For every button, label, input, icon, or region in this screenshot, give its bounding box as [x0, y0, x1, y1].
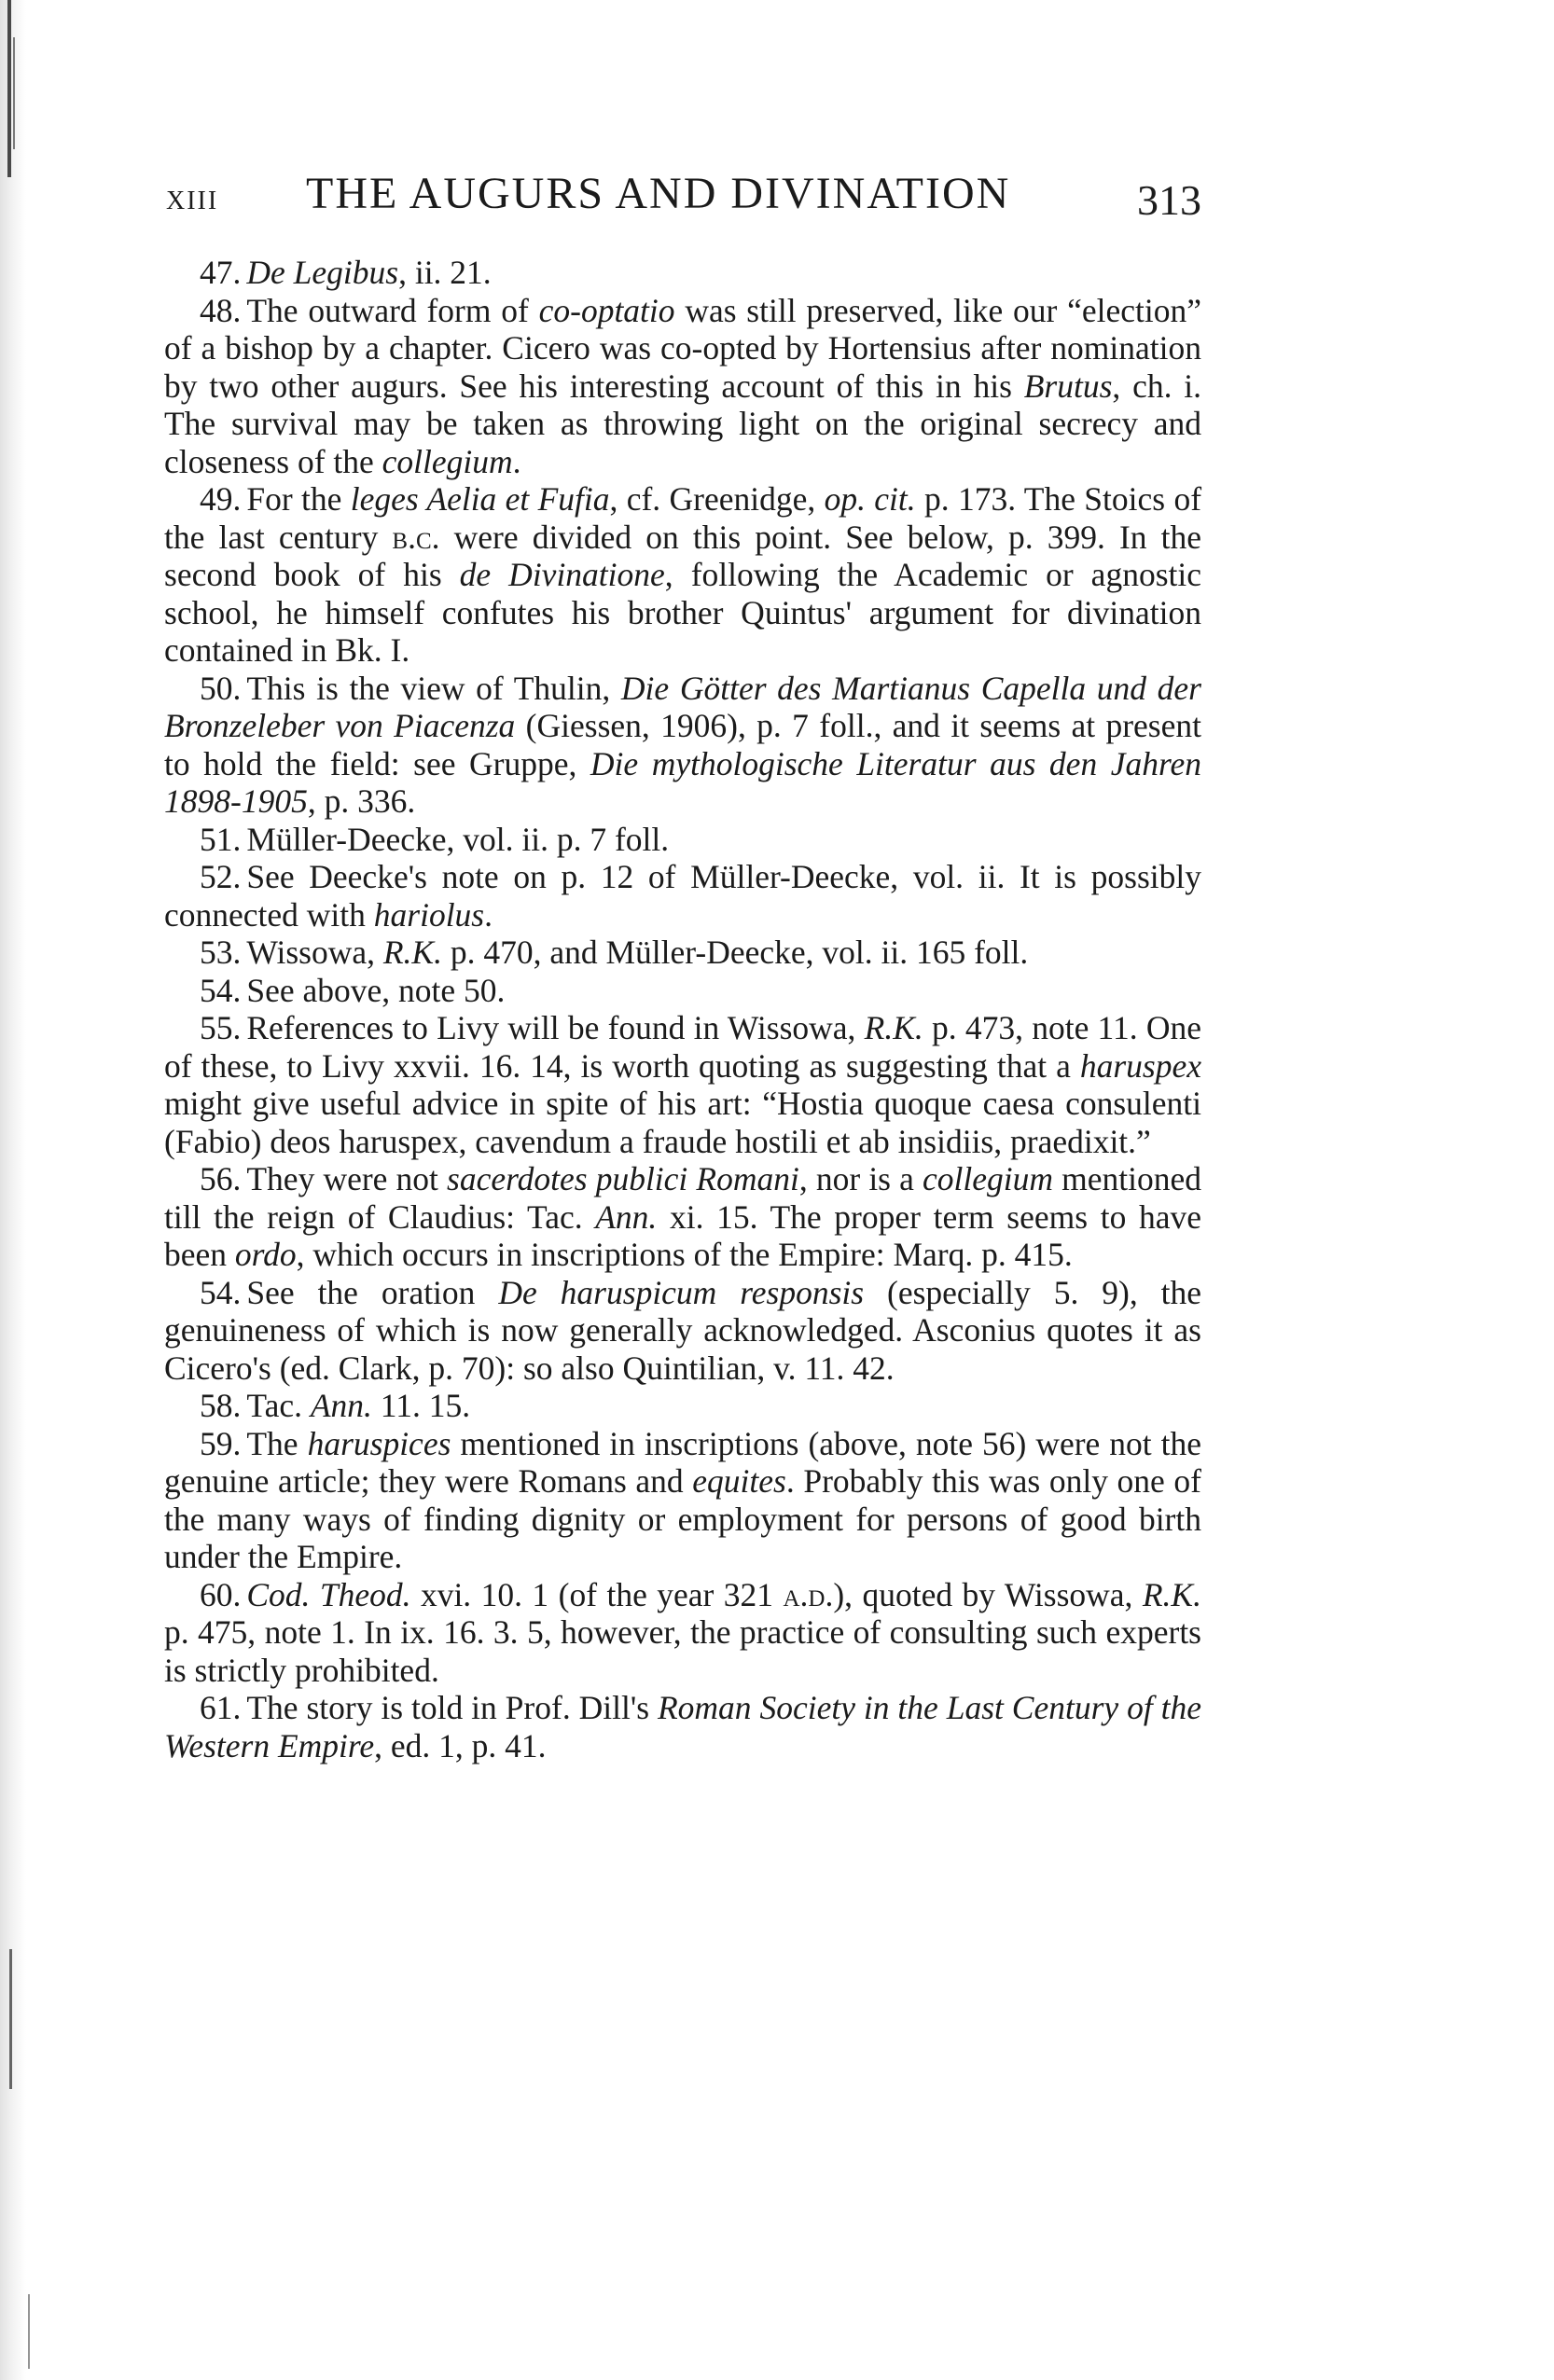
endnote — [164, 1425, 1201, 1576]
endnote-italic-text: collegium — [923, 1160, 1054, 1197]
endnote-text: The story is told in Prof. Dill's — [246, 1689, 658, 1726]
endnote-number: 54. — [200, 1273, 242, 1311]
endnote-italic-text: R.K. — [864, 1009, 923, 1046]
endnote-italic-text: Ann. — [310, 1387, 372, 1424]
endnote-number: 48. — [200, 291, 242, 329]
endnote-number: 49. — [200, 480, 242, 518]
scan-edge-mark — [13, 37, 15, 149]
endnote-italic-text: R.K. — [1142, 1575, 1201, 1613]
endnote-text: , which occurs in inscriptions of the Empire: Marq. p. 415. — [296, 1236, 1073, 1273]
endnote-italic-text: Brutus — [1023, 367, 1113, 405]
endnote — [164, 972, 1201, 1010]
running-head — [166, 166, 1201, 231]
endnote-number: 52. — [200, 858, 242, 895]
endnote-italic-text: equites — [692, 1462, 786, 1500]
endnote-italic-text: op. cit. — [824, 480, 916, 518]
endnote-text: This is the view of Thulin, — [246, 669, 621, 707]
endnote-text: xvi. 10. 1 (of the year 321 — [410, 1575, 784, 1613]
endnote-text: p. 473, note 11. One of these, to Livy xxvii. 16. 14, is worth quoting as suggesting that a — [164, 1009, 1201, 1085]
endnote-text: . — [484, 895, 493, 934]
endnote-italic-text: collegium — [382, 442, 513, 480]
endnote-number: 60. — [200, 1575, 242, 1613]
endnote-italic-text: Die mythologische Literatur aus den Jahren 1898-1905 — [164, 744, 1201, 820]
endnote — [164, 858, 1201, 934]
endnote-italic-text: Die Götter des Martianus Capella und der Bronzeleber von Piacenza — [164, 669, 1201, 744]
endnote-text: The — [246, 1424, 308, 1462]
endnote — [164, 1387, 1201, 1425]
endnote-text: The outward form of — [246, 291, 539, 329]
endnote-text: was still preserved, like our “election” of a bishop by a chapter. Cicero was co-opted by Hortensius after nomination by two other augurs. See his interesting account of this in his — [164, 291, 1201, 405]
endnote — [164, 292, 1201, 481]
scan-edge-mark — [7, 0, 11, 177]
endnote-italic-text: sacerdotes publici Romani — [447, 1160, 799, 1197]
endnotes — [164, 254, 1201, 1764]
chapter-number: XIII — [166, 187, 219, 215]
endnote-italic-text: ordo — [234, 1236, 297, 1273]
endnote-italic-text: de Divinatione — [459, 556, 665, 593]
endnote-text: xi. 15. The proper term seems to have been — [164, 1197, 1201, 1273]
endnote — [164, 1576, 1201, 1690]
endnote-text: Müller-Deecke, vol. ii. p. 7 foll. — [246, 820, 670, 858]
endnote-number: 51. — [200, 820, 242, 858]
endnote — [164, 480, 1201, 670]
endnote-text: , following the Academic or agnostic school, he himself confutes his brother Quintus' argument for divination contained in Bk. I. — [164, 556, 1201, 669]
endnote-text: . Probably this was only one of the many ways of finding dignity or employment for persons of good birth under the Empire. — [164, 1462, 1201, 1575]
page-title: THE AUGURS AND DIVINATION — [306, 169, 1011, 218]
endnote-italic-text: Roman Society in the Last Century of the Western Empire — [164, 1689, 1201, 1764]
endnote-text: Wissowa, — [246, 934, 383, 971]
endnote-text: , ed. 1, p. 41. — [374, 1726, 547, 1764]
endnote — [164, 1274, 1201, 1388]
endnote-text: , cf. Greenidge, — [609, 480, 825, 518]
endnote-text: References to Livy will be found in Wissowa, — [246, 1009, 865, 1046]
endnote-number: 61. — [200, 1689, 242, 1726]
endnote — [164, 1689, 1201, 1764]
scan-edge-mark — [9, 1949, 12, 2089]
endnote — [164, 934, 1201, 972]
endnote-italic-text: Ann. — [595, 1197, 658, 1236]
endnote-text: (especially 5. 9), the genuineness of which is now generally acknowledged. Asconius quotes it as Cicero's (ed. Clark, p. 70): so also Quintilian, v. 11. 42. — [164, 1273, 1202, 1387]
endnote-text: See above, note 50. — [246, 971, 506, 1009]
endnote-number: 50. — [200, 669, 242, 707]
endnote-italic-text: De haruspicum responsis — [498, 1273, 865, 1311]
endnote-text: mentioned till the reign of Claudius: Tac. — [164, 1160, 1201, 1236]
endnote-text: 11. 15. — [371, 1387, 471, 1424]
endnote-text: were divided on this point. See below, p. 399. In the second book of his — [164, 518, 1201, 593]
endnote-number: 58. — [200, 1387, 242, 1424]
binding-gutter — [0, 0, 26, 2380]
endnote-text: , nor is a — [798, 1160, 923, 1197]
endnote-text: , ch. i. The survival may be taken as throwing light on the original secrecy and closeness of the — [164, 367, 1201, 480]
endnote-italic-text: haruspex — [1079, 1046, 1201, 1085]
endnote — [164, 1009, 1201, 1160]
endnote-text: , p. 336. — [307, 782, 416, 820]
endnote-italic-text: leges Aelia et Fufia — [350, 480, 610, 518]
endnote-text: mentioned in inscriptions (above, note 56) were not the genuine article; they were Romans and — [164, 1424, 1201, 1500]
endnote — [164, 254, 1201, 292]
endnote-text: p. 470, and Müller-Deecke, vol. ii. 165 foll. — [441, 934, 1029, 971]
endnote-text: For the — [246, 480, 351, 518]
endnote-number: 55. — [200, 1009, 242, 1046]
endnote-text: a.d. — [783, 1575, 834, 1613]
endnote-text: They were not — [246, 1160, 448, 1197]
endnote-italic-text: haruspices — [307, 1424, 451, 1462]
endnote-text: p. 475, note 1. In ix. 16. 3. 5, however, the practice of consulting such experts is strictly prohibited. — [164, 1613, 1201, 1689]
endnote — [164, 821, 1201, 859]
endnote-text: , ii. 21. — [398, 254, 492, 291]
endnote-text: . — [512, 442, 521, 480]
endnote-text: ), quoted by Wissowa, — [833, 1575, 1143, 1613]
endnote-number: 47. — [200, 254, 242, 291]
endnote — [164, 670, 1201, 821]
endnote-text: See Deecke's note on p. 12 of Müller-Deecke, vol. ii. It is possibly connected with — [164, 858, 1201, 934]
endnote-number: 54. — [200, 971, 242, 1009]
endnote-text: might give useful advice in spite of his art: “Hostia quoque caesa consulenti (Fabio) deos haruspex, cavendum a fraude hostili et ab insidiis, praedixit.” — [164, 1085, 1201, 1160]
endnote-italic-text: co-optatio — [538, 291, 675, 329]
endnote-text: p. 173. The Stoics of the last century — [164, 480, 1202, 556]
page-number: 313 — [1137, 176, 1201, 224]
endnote-text: (Giessen, 1906), p. 7 foll., and it seems at present to hold the field: see Gruppe, — [164, 707, 1201, 782]
endnote-text: See the oration — [246, 1273, 499, 1311]
endnote-italic-text: R.K. — [382, 934, 442, 971]
endnote-italic-text: hariolus — [373, 895, 485, 934]
endnote-number: 59. — [200, 1424, 242, 1462]
endnote-number: 56. — [200, 1160, 242, 1197]
endnote-text: b.c. — [392, 518, 440, 556]
endnote-number: 53. — [200, 934, 242, 971]
endnote — [164, 1160, 1201, 1274]
endnote-italic-text: De Legibus — [246, 254, 399, 291]
endnote-text: Tac. — [246, 1387, 311, 1424]
scan-edge-mark — [28, 2294, 30, 2369]
endnote-italic-text: Cod. Theod. — [246, 1575, 411, 1613]
